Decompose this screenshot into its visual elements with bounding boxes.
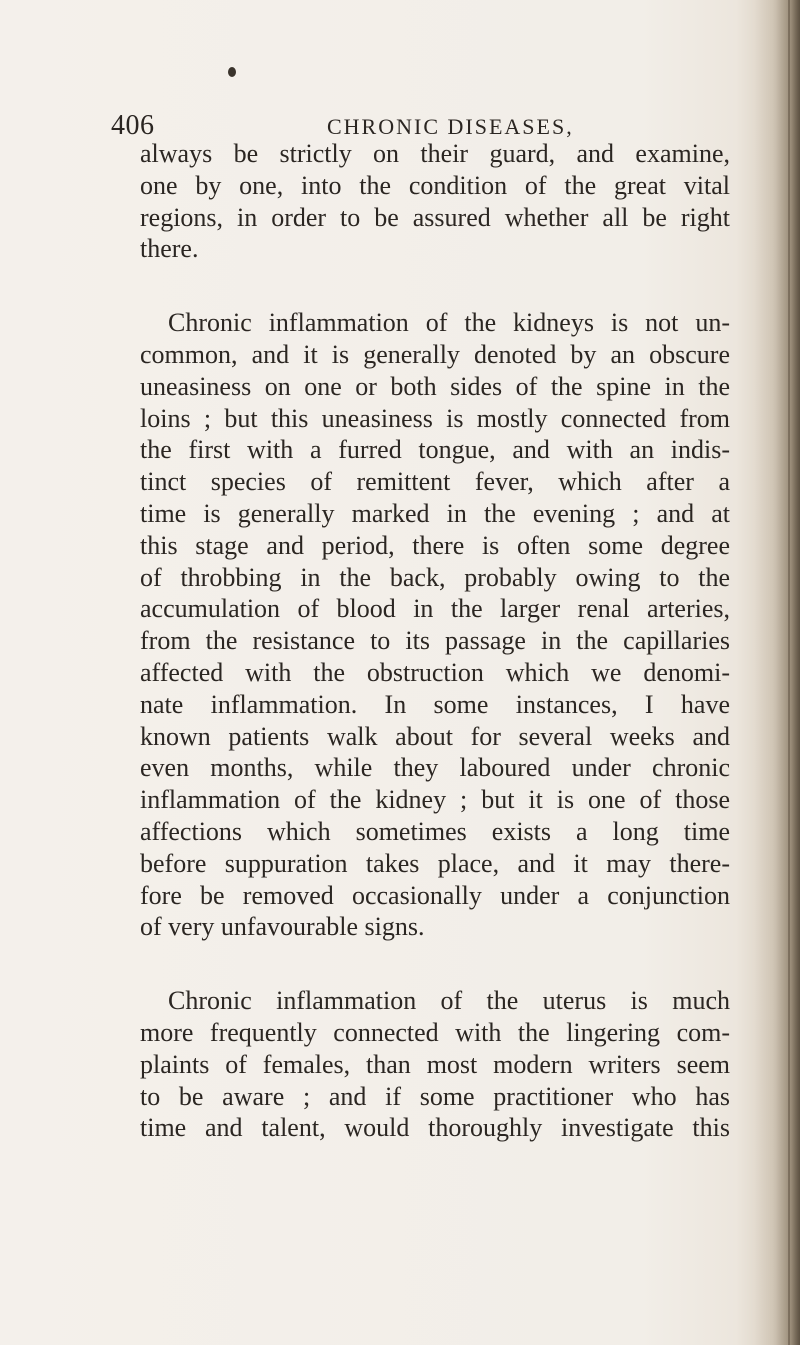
text-line: affections which sometimes exists a long time	[140, 816, 730, 846]
text-line: inflammation of the kidney ; but it is one of those	[140, 785, 730, 815]
text-line: common, and it is generally denoted by an obscure	[140, 339, 730, 369]
text-line: always be strictly on their guard, and examine,	[140, 139, 730, 168]
text-line: of very unfavourable signs.	[140, 912, 425, 942]
text-line: tinct species of remittent fever, which after a	[140, 467, 730, 497]
text-line: time and talent, would thoroughly investigate this	[140, 1113, 730, 1143]
paragraph-3	[140, 985, 730, 1144]
text-line: this stage and period, there is often some degree	[140, 530, 730, 560]
text-line: time is generally marked in the evening ; and at	[140, 498, 730, 528]
text-line: one by one, into the condition of the great vital	[140, 170, 730, 200]
binding-edge	[788, 0, 790, 1345]
text-line: from the resistance to its passage in the capillaries	[140, 626, 730, 656]
text-line: known patients walk about for several weeks and	[140, 721, 730, 751]
text-line: there.	[140, 234, 199, 264]
text-line: the first with a furred tongue, and with an indis-	[140, 435, 730, 465]
body-text	[140, 138, 730, 1144]
text-line: accumulation of blood in the larger renal arteries,	[140, 594, 730, 624]
text-line: even months, while they laboured under chronic	[140, 753, 730, 783]
text-line: more frequently connected with the lingering com-	[140, 1017, 730, 1047]
paragraph-2	[140, 307, 730, 943]
text-line: to be aware ; and if some practitioner who has	[140, 1081, 730, 1111]
text-line: loins ; but this uneasiness is mostly connected from	[140, 403, 730, 433]
paragraph-gap	[140, 943, 730, 985]
paragraph-gap	[140, 265, 730, 307]
text-line: nate inflammation. In some instances, I have	[140, 689, 730, 719]
ink-speck	[228, 67, 236, 77]
text-line: Chronic inflammation of the kidneys is not un-	[168, 308, 730, 338]
running-head: CHRONIC DISEASES,	[327, 114, 574, 139]
text-line: plaints of females, than most modern writers seem	[140, 1049, 730, 1079]
binding-shadow	[754, 0, 800, 1345]
page-number: 406	[111, 110, 155, 141]
text-line: of throbbing in the back, probably owing to the	[140, 562, 730, 592]
paragraph-1	[140, 138, 730, 265]
text-line: Chronic inflammation of the uterus is much	[168, 986, 730, 1016]
text-line: affected with the obstruction which we denomi-	[140, 657, 730, 687]
text-line: fore be removed occasionally under a conjunction	[140, 880, 730, 910]
text-line: before suppuration takes place, and it may there-	[140, 848, 730, 878]
text-line: uneasiness on one or both sides of the spine in the	[140, 371, 730, 401]
text-line: regions, in order to be assured whether all be right	[140, 202, 730, 232]
